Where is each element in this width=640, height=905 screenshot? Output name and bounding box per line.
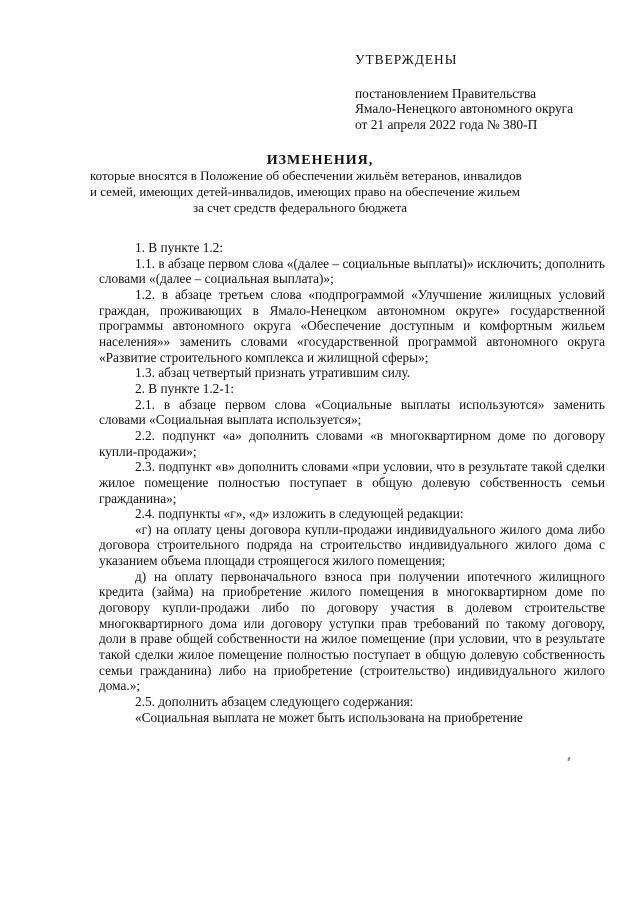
document-title: ИЗМЕНЕНИЯ, <box>266 153 374 168</box>
paragraph: 2.5. дополнить абзацем следующего содержания: <box>135 694 414 710</box>
paragraph: «г) на оплату цены договора купли-продажи индивидуального жилого дома либо договора строительного подряда на строительство индивидуального жилого дома с указанием объема площади строящегося жилого помещения; <box>99 521 605 569</box>
subtitle-line: и семей, имеющих детей-инвалидов, имеющих право на обеспечение жильем <box>90 183 521 199</box>
approval-line: Ямало-Ненецкого автономного округа <box>355 101 574 117</box>
paragraph: 1.2. в абзаце третьем слова «подпрограммой «Улучшение жилищных условий граждан, проживающих в Ямало-Ненецком автономном округе» государственной программы автономного округа «Обеспечение доступным и комфортным жильем населения»» заменить словами «государственной программой автономного округа «Развитие строительного комплекса и жилищной сферы»; <box>99 286 605 365</box>
document-subtitle <box>90 168 522 215</box>
approval-line: от 21 апреля 2022 года № 380-П <box>355 116 538 132</box>
paragraph: 1.1. в абзаце первом слова «(далее – социальные выплаты)» исключить; дополнить словами «(далее – социальная выплата)»; <box>99 255 605 287</box>
paragraph: 2.1. в абзаце первом слова «Социальные выплаты используются» заменить словами «Социальная выплата используется»; <box>99 396 605 428</box>
paragraph: 1.3. абзац четвертый признать утратившим силу. <box>135 365 411 381</box>
scan-speck <box>567 757 570 761</box>
paragraph: «Социальная выплата не может быть использована на приобретение <box>135 709 523 725</box>
document-body <box>99 240 605 725</box>
paragraph: 2. В пункте 1.2-1: <box>135 380 235 396</box>
paragraph: 1. В пункте 1.2: <box>135 240 224 255</box>
paragraph: д) на оплату первоначального взноса при получении ипотечного жилищного кредита (займа) на приобретение жилого помещения в многоквартирном доме по договору купли-продажи либо по договору участия в долевом строительстве многоквартирного дома или договору уступки прав требований по такому договору, доли в праве общей собственности на жилое помещение (при условии, что в результате такой сделки жилое помещение полностью поступает в общую долевую собственность семьи гражданина) либо на приобретение (строительство) индивидуального жилого дома.»; <box>99 568 605 694</box>
paragraph: 2.4. подпункты «г», «д» изложить в следующей редакции: <box>135 506 464 522</box>
subtitle-line: которые вносятся в Положение об обеспечении жильём ветеранов, инвалидов <box>90 168 522 183</box>
approval-heading: УТВЕРЖДЕНЫ <box>355 52 458 67</box>
approval-line: постановлением Правительства <box>355 85 537 101</box>
subtitle-line: за счет средств федерального бюджета <box>192 199 408 215</box>
paragraph: 2.3. подпункт «в» дополнить словами «при условии, что в результате такой сделки жилое помещение полностью поступает в общую долевую собственность семьи гражданина»; <box>99 459 605 506</box>
paragraph: 2.2. подпункт «а» дополнить словами «в многоквартирном доме по договору купли-продажи»; <box>99 427 605 459</box>
approval-block <box>355 52 573 132</box>
